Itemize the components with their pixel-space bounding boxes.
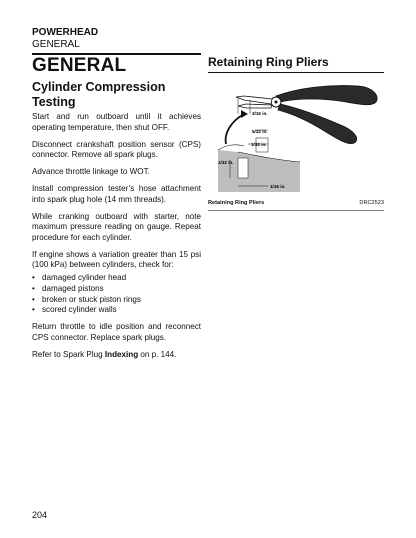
paragraph: Advance throttle linkage to WOT. (32, 167, 150, 176)
page-title: GENERAL (32, 55, 127, 76)
paragraph: If engine shows a variation greater than 15 psi (100 kPa) between cylinders, check for: (32, 249, 201, 269)
pliers-jaw (236, 96, 272, 104)
dimension-label: 1/32 in. (218, 160, 234, 165)
header-subsection: GENERAL (32, 39, 80, 50)
page-header (32, 27, 98, 51)
paragraph: Disconnect crankshaft position sensor (CPS) connector. Remove all spark plugs. (32, 139, 201, 159)
refer-paragraph (32, 350, 201, 361)
list-item: • damaged cylinder head (32, 273, 201, 284)
list-item: • damaged pistons (32, 284, 201, 295)
list-item: • broken or stuck piston rings (32, 295, 201, 306)
paragraph: Start and run outboard until it achieves operating temperature, then shut OFF. (32, 112, 201, 132)
dimension-label: 3/16 in. (252, 111, 268, 116)
figure-caption-row (208, 200, 384, 210)
caption-rule (208, 210, 384, 211)
sidebar-rule (208, 72, 384, 73)
main-column (32, 55, 201, 367)
figure-caption: Retaining Ring Pliers (208, 200, 265, 206)
pliers-illustration (208, 74, 384, 196)
paragraph: While cranking outboard with starter, note maximum pressure reading on gauge. Repeat procedure for each cylinder. (32, 211, 201, 242)
magnify-arrow (226, 114, 244, 144)
pliers-figure (208, 74, 384, 196)
sidebar-title: Retaining Ring Pliers (208, 55, 329, 69)
paragraph: Return throttle to idle position and reconnect CPS connector. Replace spark plugs. (32, 322, 201, 342)
paragraph: Install compression tester’s hose attachment into spark plug hole (14 mm threads). (32, 184, 201, 204)
list-item: • scored cylinder walls (32, 305, 201, 316)
refer-suffix: on p. 144. (138, 349, 177, 359)
page-number: 204 (32, 510, 48, 520)
section-subtitle: Cylinder Compression Testing (32, 80, 166, 109)
figure-code: DRC2523 (359, 200, 384, 206)
header-section: POWERHEAD (32, 27, 99, 38)
check-list (32, 273, 201, 316)
dimension-label: 5/32 in. (252, 129, 268, 134)
refer-prefix: Refer to Spark Plug (32, 349, 105, 359)
pliers-handle-upper (276, 85, 377, 104)
dimension-label: 1/16 in. (270, 184, 286, 189)
refer-link-text: Indexing (104, 349, 139, 359)
sidebar (208, 55, 384, 73)
dimension-label: 1/32 in. (251, 142, 267, 147)
pliers-handle-lower (278, 104, 357, 144)
